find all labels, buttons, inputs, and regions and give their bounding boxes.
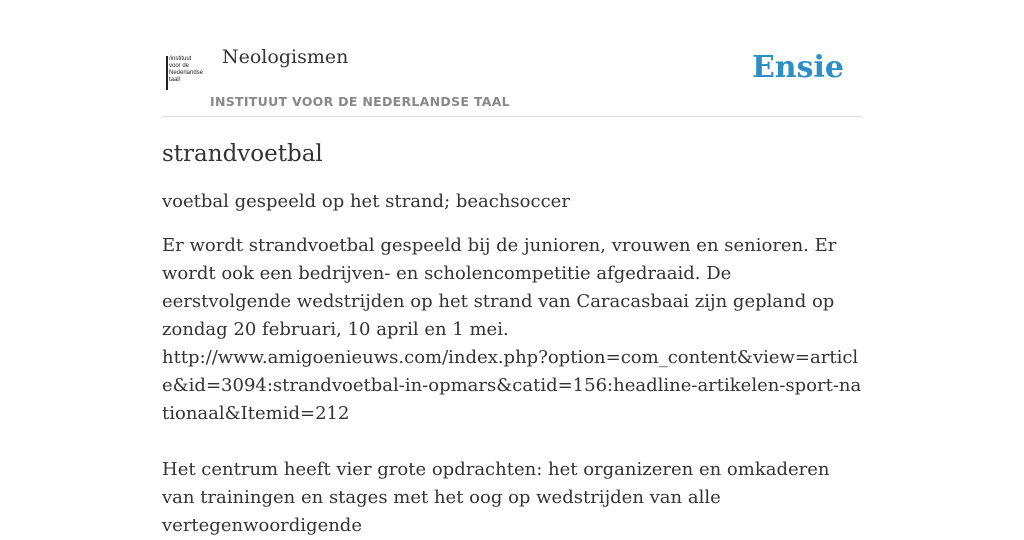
logo-line: Nederlandse — [169, 70, 204, 76]
citation-block — [162, 232, 862, 540]
logo-line: /instituut — [169, 56, 192, 62]
citation-text: Er wordt strandvoetbal gespeeld bij de junioren, vrouwen en senioren. Er wordt ook een bedrijven- en scholencompetitie afgedraaid. De eerstvolgende wedstrijden op het strand van Caracasbaai zijn gepland op zondag 20 februari, 10 april en 1 mei. — [162, 235, 837, 340]
brand-logo-link[interactable]: Ensie — [751, 50, 844, 85]
site-title[interactable]: Neologismen — [222, 46, 349, 68]
entry-definition: voetbal gespeeld op het strand; beachsoccer — [162, 191, 570, 212]
logo-text — [169, 56, 203, 84]
entry-content — [162, 138, 862, 540]
logo-bar — [166, 56, 168, 90]
institute-logo[interactable] — [166, 56, 208, 90]
logo-line: voor de — [169, 63, 190, 69]
site-subtitle: INSTITUUT VOOR DE NEDERLANDSE TAAL — [210, 94, 510, 109]
spacer — [162, 428, 862, 456]
entry-term: strandvoetbal — [162, 141, 323, 167]
logo-line: taal/ — [169, 77, 181, 83]
header — [162, 0, 862, 117]
citation-source: http://www.amigoenieuws.com/index.php?option=com_content&view=article&id=3094:strandvoetbal-in-opmars&catid=156:headline-artikelen-sport-nationaal&Itemid=212 — [162, 347, 862, 424]
citation-text: Het centrum heeft vier grote opdrachten: het organizeren en omkaderen van trainingen en stages met het oog op wedstrijden van alle vertegenwoordigende — [162, 459, 830, 536]
